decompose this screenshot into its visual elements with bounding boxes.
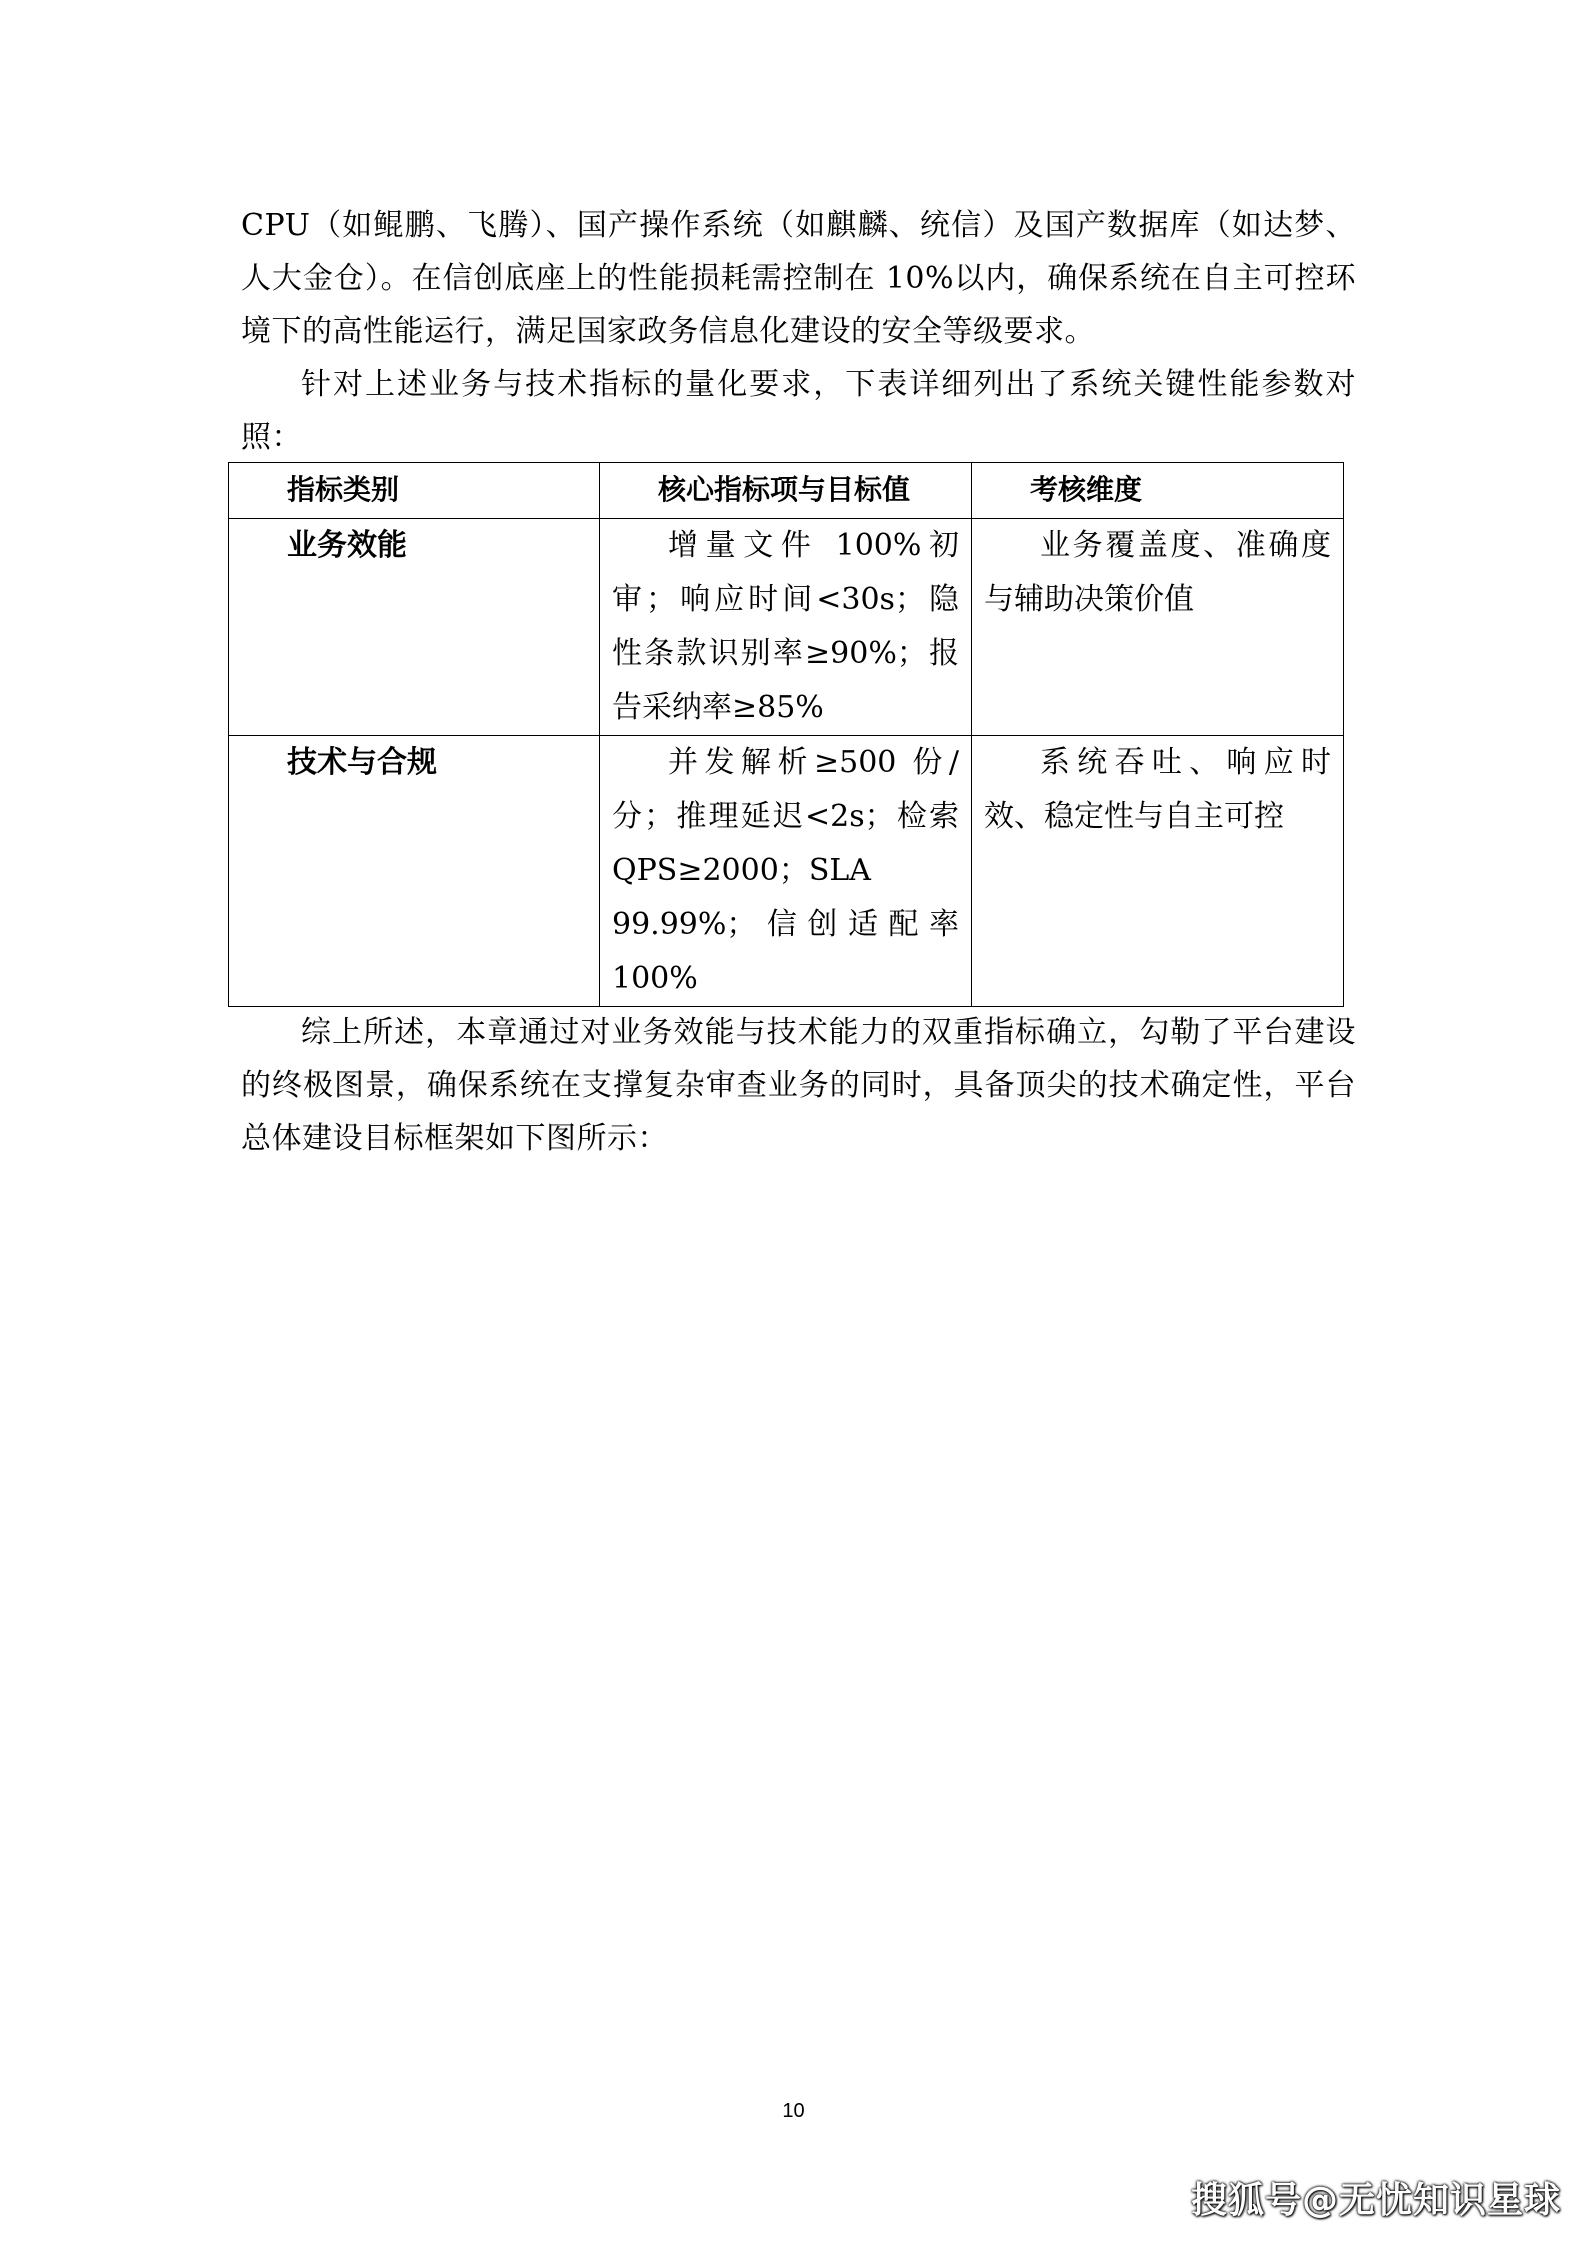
table-row <box>229 519 1344 736</box>
performance-parameter-table <box>228 462 1344 1007</box>
row-metrics: 并发解析≥500 份/分；推理延迟<2s；检索 QPS≥2000；SLA 99.99%；信创适配率 100% <box>600 736 972 1007</box>
paragraph-table-intro: 针对上述业务与技术指标的量化要求，下表详细列出了系统关键性能参数对照： <box>241 367 1356 455</box>
table-header-row <box>229 463 1344 519</box>
table-row <box>229 736 1344 1007</box>
row-category: 业务效能 <box>229 519 600 736</box>
row-category: 技术与合规 <box>229 736 600 1007</box>
watermark: 搜狐号@无忧知识星球 <box>1190 2180 1561 2221</box>
row-metrics: 增量文件 100%初审；响应时间<30s；隐性条款识别率≥90%；报告采纳率≥85% <box>600 519 972 736</box>
row-dimension: 系统吞吐、响应时效、稳定性与自主可控 <box>972 736 1344 1007</box>
page-number: 10 <box>782 2100 805 2122</box>
paragraph-chapter-summary: 综上所述，本章通过对业务效能与技术能力的双重指标确立，勾勒了平台建设的终极图景，确保系统在支撑复杂审查业务的同时，具备顶尖的技术确定性，平台总体建设目标框架如下图所示： <box>241 1015 1356 1156</box>
header-category: 指标类别 <box>229 463 600 519</box>
header-dimension: 考核维度 <box>972 463 1344 519</box>
paragraph-xinchuang-requirements: CPU（如鲲鹏、飞腾）、国产操作系统（如麒麟、统信）及国产数据库（如达梦、人大金仓）。在信创底座上的性能损耗需控制在 10%以内，确保系统在自主可控环境下的高性能运行，满足国家政务信息化建设的安全等级要求。 <box>241 208 1356 349</box>
row-dimension: 业务覆盖度、准确度与辅助决策价值 <box>972 519 1344 736</box>
header-metrics: 核心指标项与目标值 <box>600 463 972 519</box>
